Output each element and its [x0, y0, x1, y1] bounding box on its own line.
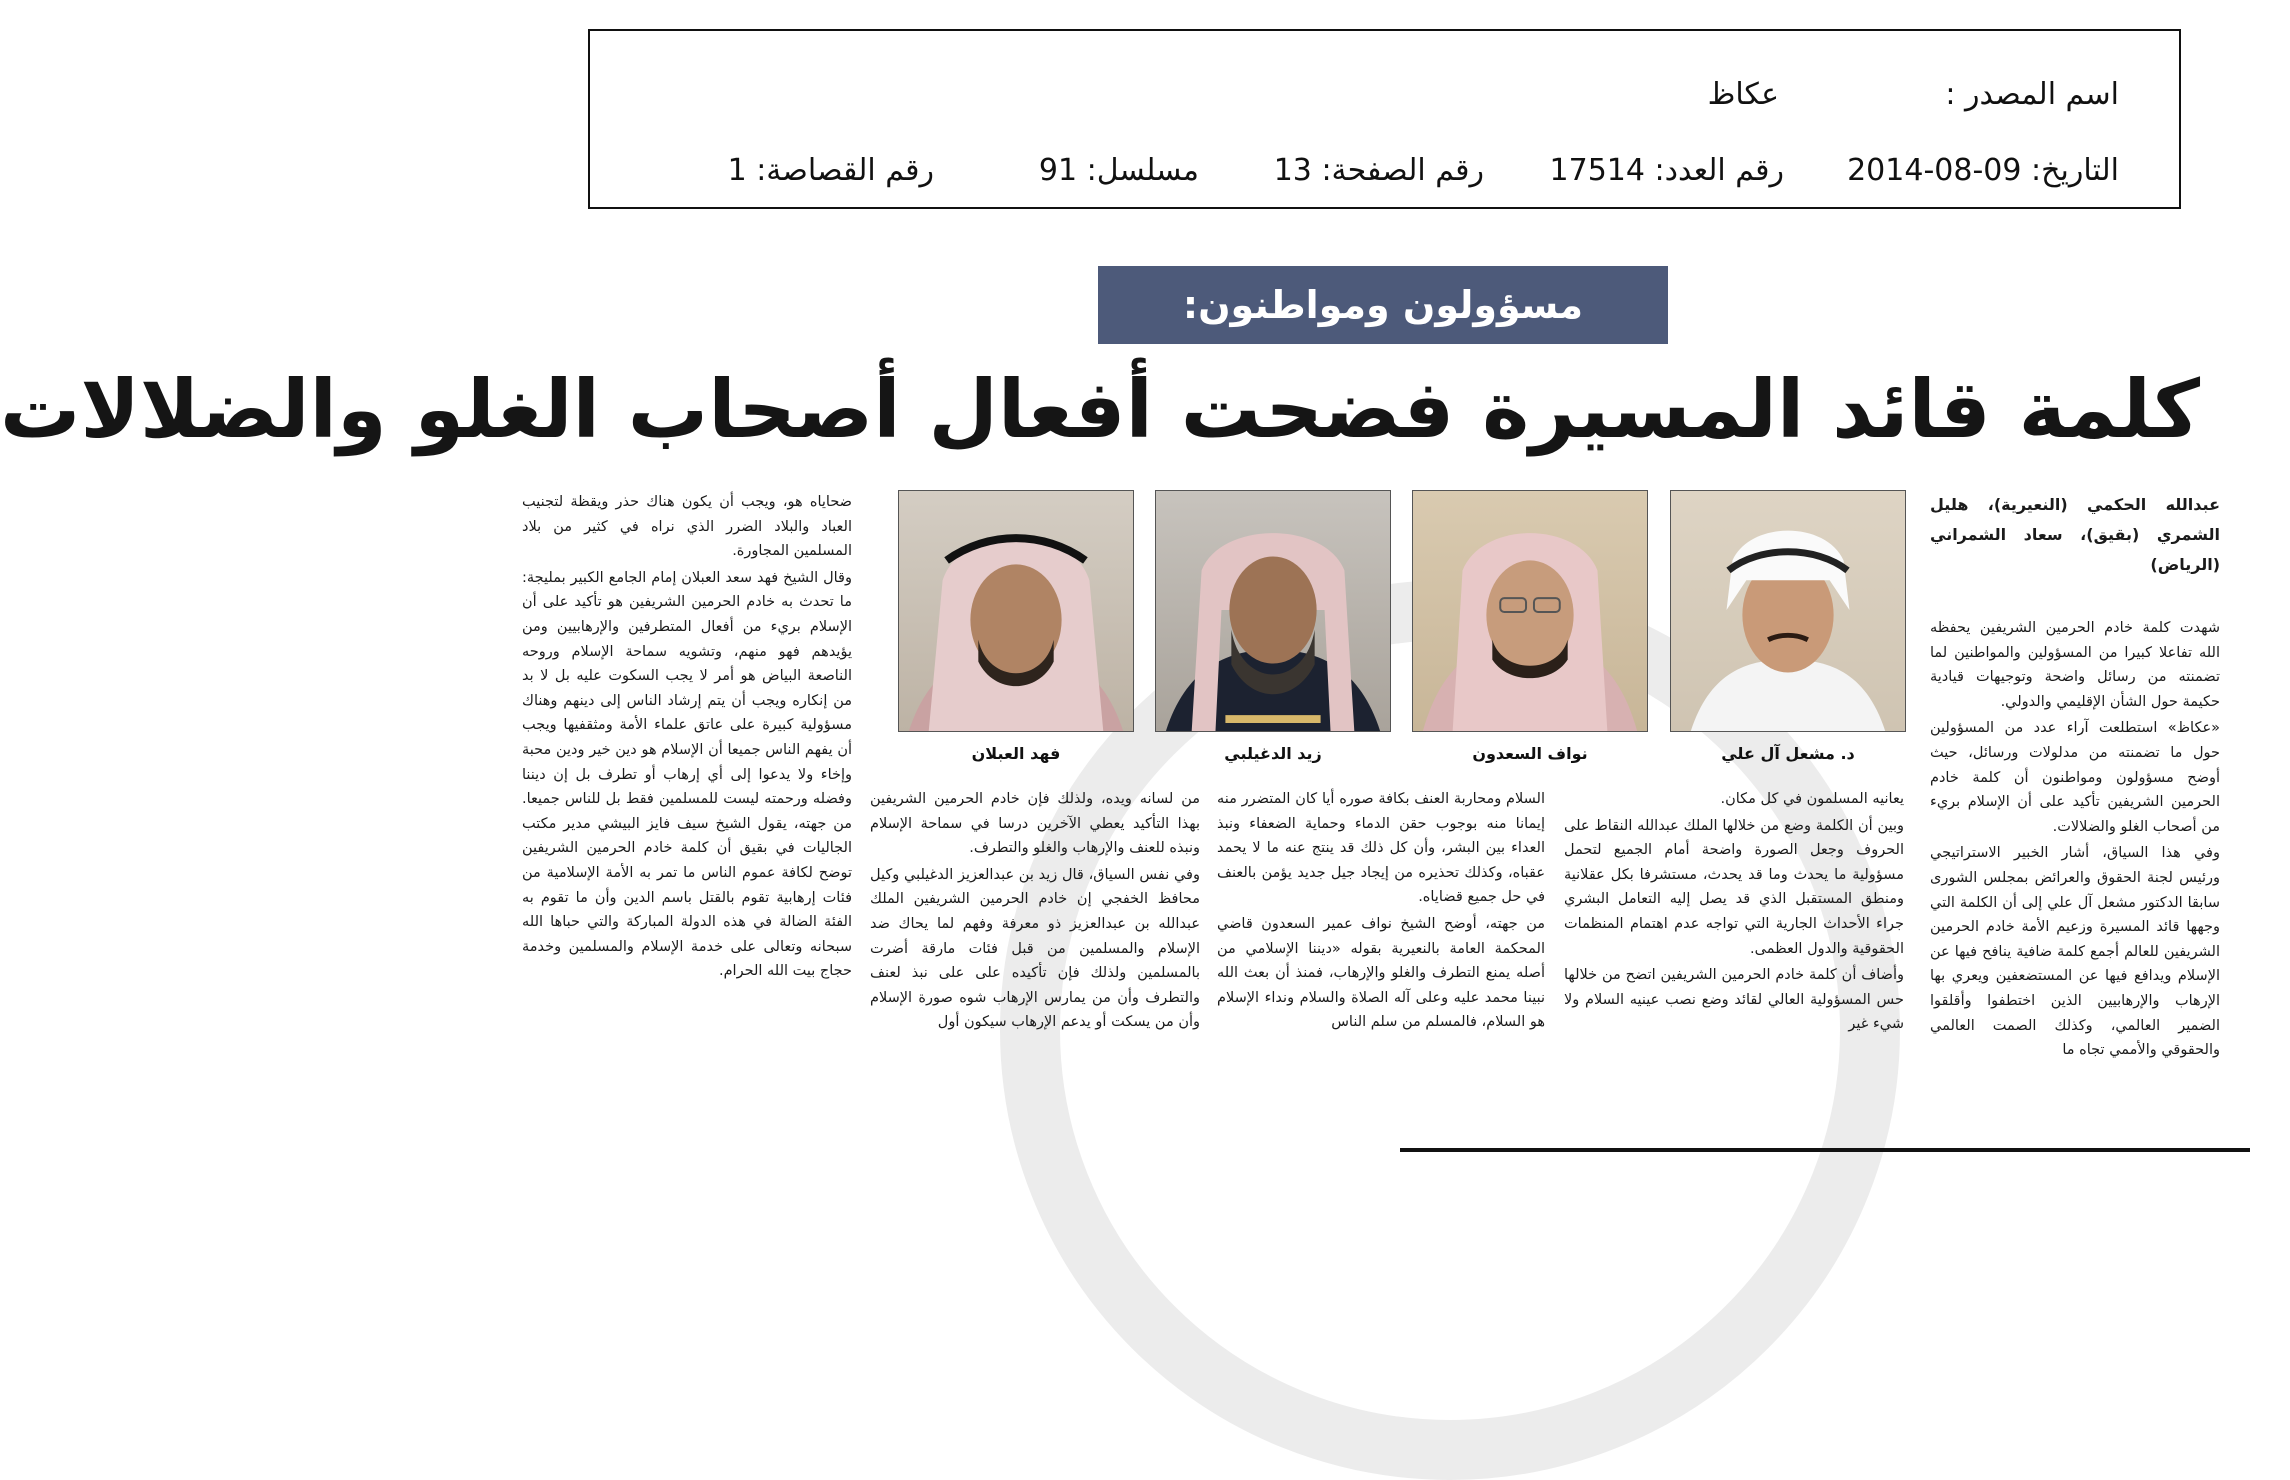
- portrait-photo-fahad: [898, 490, 1134, 732]
- source-date: التاريخ: 09-08-2014: [1847, 153, 2119, 188]
- paragraph: من لسانه ويده، ولذلك فإن خادم الحرمين الشريفين بهذا التأكيد يعطي الآخرين درسا في سماحة الإسلام ونبذه للعنف والإرهاب والغلو والتطرف.: [870, 791, 1200, 857]
- portrait-figure: [1156, 491, 1390, 731]
- portrait-photo-nawaf: [1412, 490, 1648, 732]
- source-name-label: اسم المصدر :: [1945, 77, 2119, 112]
- article-column-3: [1217, 787, 1545, 1037]
- paragraph: وبين أن الكلمة وضع من خلالها الملك عبدالله النقاط على الحروف وجعل الصورة واضحة أمام الجميع لتحمل مسؤولية ما يحدث وما قد يحدث، مستشرفا بكل عقلانية ومنطق المستقبل الذي قد يصل إليه التعامل البشري جراء الأحداث الجارية التي تواجه عدم اهتمام المنظمات الحقوقية والدول العظمى.: [1564, 817, 1904, 957]
- portrait-figure: [1413, 491, 1647, 731]
- article-kicker: مسؤولون ومواطنون:: [1098, 266, 1668, 344]
- newspaper-clipping: [0, 250, 2270, 1162]
- photo-caption: نواف السعدون: [1472, 744, 1588, 763]
- divider-rule: [1400, 1148, 2250, 1152]
- paragraph: شهدت كلمة خادم الحرمين الشريفين يحفظه الله تفاعلا كبيرا من المسؤولين والمواطنين لما تضمنته من رسائل واضحة وتوجيهات قيادية حكيمة حول الشأن الإقليمي والدولي.: [1930, 620, 2220, 710]
- paragraph: ضحاياه هو، ويجب أن يكون هناك حذر ويقظة لتجنيب العباد والبلاد الضرر الذي نراه في كثير من بلاد المسلمين المجاورة.: [522, 494, 852, 560]
- article-headline: كلمة قائد المسيرة فضحت أفعال أصحاب الغلو والضلالات: [0, 363, 2200, 456]
- source-page-number: رقم الصفحة: 13: [1273, 153, 1484, 188]
- paragraph: «عكاظ» استطلعت آراء عدد من المسؤولين حول ما تضمنته من مدلولات ورسائل، حيث أوضح مسؤولون ومواطنون أن كلمة خادم الحرمين الشريفين تأكيد على أن الإسلام بريء من أصحاب الغلو والضلالات.: [1930, 720, 2220, 835]
- paragraph: وفي نفس السياق، قال زيد بن عبدالعزيز الدغيلبي وكيل محافظ الخفجي إن خادم الحرمين الشريفين الملك عبدالله بن عبدالعزيز ذو معرفة وفهم لما يحاك ضد الإسلام والمسلمين من قبل فئات مارقة أضرت بالمسلمين ولذلك فإن تأكيده على على نبذ لعنف والتطرف وأن من يمارس الإرهاب شوه صورة الإسلام وأن من يسكت أو يدعم الإرهاب سيكون أول: [870, 866, 1200, 1031]
- source-name-value: عكاظ: [1707, 77, 1779, 112]
- article-column-5: [522, 490, 852, 986]
- source-issue-number: رقم العدد: 17514: [1549, 153, 1784, 188]
- portrait-photo-mishaal: [1670, 490, 1906, 732]
- article-byline: عبدالله الحكمي (النعيرية)، هليل الشمري (بقيق)، سعاد الشمراني (الرياض): [1930, 495, 2220, 574]
- paragraph: يعانيه المسلمون في كل مكان.: [1720, 791, 1904, 807]
- source-info-box: [588, 29, 2181, 209]
- portrait-photo-zaid: [1155, 490, 1391, 732]
- portrait-figure: [1671, 491, 1905, 731]
- paragraph: وقال الشيخ فهد سعد العبلان إمام الجامع الكبير بمليجة: ما تحدث به خادم الحرمين الشريفين هو تأكيد على أن الإسلام بريء من أفعال المتطرفين والإرهابيين ومن يؤيدهم فهو منهم، وتشويه سماحة الإسلام وروحه الناصعة البياض هو أمر لا يجب السكوت عليه بل لا بد من إنكاره ويجب أن يتم إرشاد الناس إلى دينهم وهناك مسؤولية كبيرة على عاتق علماء الأمة ومثقفيها ويجب أن يفهم الناس جميعا أن الإسلام هو دين خير ودين محبة وإخاء ولا يدعوا إلى أي إرهاب أو تطرف بل إن ديننا وفضله ورحمته ليست للمسلمين فقط بل للناس جميعا. من جهته، يقول الشيخ سيف فايز البيشي مدير مكتب الجاليات في بقيق أن كلمة خادم الحرمين الشريفين توضح لكافة عموم الناس ما تمر به الأمة الإسلامية من فئات إرهابية تقوم بالقتل باسم الدين وأن ما تقوم به الفئة الضالة في هذه الدولة المباركة والتي حباها الله سبحانه وتعالى على خدمة الإسلام والمسلمين وخدمة حجاج بيت الله الحرام.: [522, 569, 852, 980]
- paragraph: وأضاف أن كلمة خادم الحرمين الشريفين اتضح من خلالها حس المسؤولية العالي لقائد وضع نصب عينيه السلام ولا شيء غير: [1564, 967, 1904, 1033]
- photo-caption: زيد الدغيلبي: [1224, 744, 1322, 763]
- article-column-1: [1930, 490, 2220, 1065]
- photo-caption: فهد العبلان: [971, 744, 1061, 763]
- article-column-2: [1564, 787, 1904, 1039]
- paragraph: السلام ومحاربة العنف بكافة صوره أيا كان المتضرر منه إيمانا منه بوجوب حقن الدماء وحماية الضعفاء ونبذ العداء بين البشر، وأن كل ذلك قد ينتج عنه ما لا يحمد عقباه، وكذلك تحذيره من إيجاد جيل جديد يؤمن بالعنف في حل جميع قضاياه.: [1217, 791, 1545, 906]
- paragraph: وفي هذا السياق، أشار الخبير الاستراتيجي ورئيس لجنة الحقوق والعرائض بمجلس الشورى سابقا الدكتور مشعل آل علي إلى أن الكلمة التي وجهها قائد المسيرة وزعيم الأمة خادم الحرمين الشريفين للعالم أجمع كلمة ضافية ينافح فيها عن الإسلام ويدافع فيها عن المستضعفين ويعري بها الإرهاب والإرهابيين الذين اختطفوا وأقلقوا الضمير العالمي، وكذلك الصمت العالمي والحقوقي والأممي تجاه ما: [1930, 845, 2220, 1059]
- source-clip-number: رقم القصاصة: 1: [727, 153, 934, 188]
- article-column-4: [870, 787, 1200, 1037]
- source-serial: مسلسل: 91: [1038, 153, 1199, 188]
- paragraph: من جهته، أوضح الشيخ نواف عمير السعدون قاضي المحكمة العامة بالنعيرية بقوله «ديننا الإسلامي من أصله يمنع التطرف والغلو والإرهاب، فمنذ أن بعث الله نبينا محمد عليه وعلى آله الصلاة والسلام ونداء الإسلام هو السلام، فالمسلم من سلم الناس: [1217, 915, 1545, 1031]
- portrait-figure: [899, 491, 1133, 731]
- photo-caption: د. مشعل آل علي: [1721, 744, 1855, 763]
